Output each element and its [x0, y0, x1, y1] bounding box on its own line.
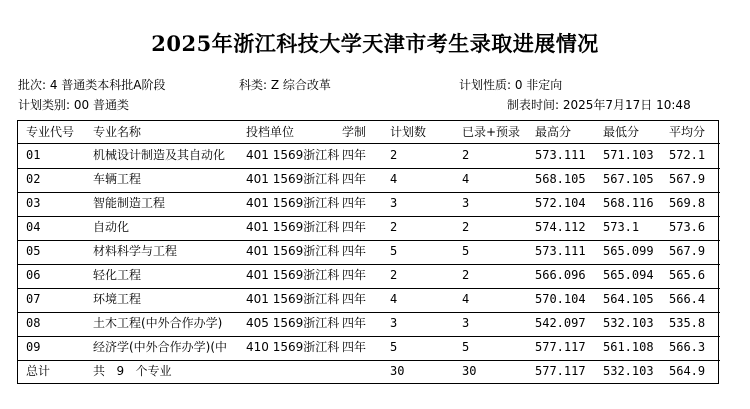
- table-cell-code: 03: [26, 196, 41, 210]
- table-cell-code: 06: [26, 268, 41, 282]
- table-cell-avg: 535.8: [669, 316, 706, 330]
- row-divider: [18, 264, 720, 265]
- table-cell-avg: 565.6: [669, 268, 706, 282]
- row-divider: [18, 336, 720, 337]
- table-cell-max: 573.111: [535, 148, 586, 162]
- plan-nature-info: 计划性质: 0 非定向: [459, 78, 563, 92]
- table-cell-min: 571.103: [603, 148, 654, 162]
- total-cell-avg: 564.9: [669, 364, 706, 378]
- table-cell-admitted: 5: [462, 244, 470, 258]
- column-header: 投档单位: [246, 125, 295, 139]
- column-header: 平均分: [669, 125, 706, 139]
- table-cell-years: 四年: [342, 244, 367, 258]
- table-cell-name: 自动化: [93, 220, 130, 234]
- table-cell-max: 573.111: [535, 244, 586, 258]
- total-cell-min: 532.103: [603, 364, 654, 378]
- row-divider: [18, 143, 720, 144]
- batch-info: 批次: 4 普通类本科批A阶段: [18, 78, 166, 92]
- column-header: 专业名称: [93, 125, 142, 139]
- total-cell-plan: 30: [390, 364, 405, 378]
- table-cell-years: 四年: [342, 196, 367, 210]
- table-cell-admitted: 4: [462, 172, 470, 186]
- made-time-info: 制表时间: 2025年7月17日 10:48: [507, 98, 691, 112]
- table-cell-plan: 3: [390, 316, 398, 330]
- table-cell-admitted: 3: [462, 316, 470, 330]
- table-cell-plan: 2: [390, 268, 398, 282]
- table-cell-unit: 401 1569浙江科: [246, 196, 340, 210]
- table-cell-min: 564.105: [603, 292, 654, 306]
- table-cell-code: 05: [26, 244, 41, 258]
- table-cell-name: 智能制造工程: [93, 196, 166, 210]
- table-cell-code: 07: [26, 292, 41, 306]
- table-cell-unit: 401 1569浙江科: [246, 244, 340, 258]
- total-row: [18, 364, 720, 388]
- table-cell-avg: 567.9: [669, 244, 706, 258]
- table-cell-admitted: 4: [462, 292, 470, 306]
- table-cell-max: 572.104: [535, 196, 586, 210]
- table-cell-plan: 2: [390, 148, 398, 162]
- column-header: 学制: [342, 125, 367, 139]
- column-header: 最高分: [535, 125, 572, 139]
- table-cell-unit: 401 1569浙江科: [246, 268, 340, 282]
- plan-category-info: 计划类别: 00 普通类: [18, 98, 129, 112]
- admission-table: [17, 120, 719, 384]
- table-cell-avg: 566.4: [669, 292, 706, 306]
- column-header: 已录+预录: [462, 125, 521, 139]
- table-cell-years: 四年: [342, 172, 367, 186]
- table-cell-max: 577.117: [535, 340, 586, 354]
- table-cell-code: 04: [26, 220, 41, 234]
- table-cell-min: 565.099: [603, 244, 654, 258]
- row-divider: [18, 288, 720, 289]
- table-cell-plan: 5: [390, 340, 398, 354]
- table-cell-years: 四年: [342, 316, 367, 330]
- table-cell-min: 532.103: [603, 316, 654, 330]
- table-cell-unit: 401 1569浙江科: [246, 220, 340, 234]
- column-header: 计划数: [390, 125, 427, 139]
- table-cell-min: 573.1: [603, 220, 640, 234]
- table-cell-avg: 566.3: [669, 340, 706, 354]
- total-cell-max: 577.117: [535, 364, 586, 378]
- table-cell-admitted: 3: [462, 196, 470, 210]
- table-cell-code: 08: [26, 316, 41, 330]
- table-cell-name: 轻化工程: [93, 268, 142, 282]
- column-header: 专业代号: [26, 125, 75, 139]
- total-cell-admitted: 30: [462, 364, 477, 378]
- table-cell-max: 574.112: [535, 220, 586, 234]
- table-cell-plan: 2: [390, 220, 398, 234]
- table-cell-name: 环境工程: [93, 292, 142, 306]
- page-title: 2025年浙江科技大学天津市考生录取进展情况: [151, 31, 599, 56]
- table-cell-admitted: 2: [462, 148, 470, 162]
- table-cell-admitted: 5: [462, 340, 470, 354]
- table-cell-plan: 3: [390, 196, 398, 210]
- table-cell-max: 542.097: [535, 316, 586, 330]
- table-cell-name: 土木工程(中外合作办学): [93, 316, 223, 330]
- table-cell-unit: 401 1569浙江科: [246, 292, 340, 306]
- table-cell-years: 四年: [342, 220, 367, 234]
- table-cell-unit: 401 1569浙江科: [246, 172, 340, 186]
- table-cell-unit: 405 1569浙江科: [246, 316, 340, 330]
- table-cell-unit: 401 1569浙江科: [246, 148, 340, 162]
- table-cell-years: 四年: [342, 292, 367, 306]
- table-cell-min: 568.116: [603, 196, 654, 210]
- table-cell-max: 570.104: [535, 292, 586, 306]
- table-cell-years: 四年: [342, 268, 367, 282]
- table-cell-name: 经济学(中外合作办学)(中: [93, 340, 228, 354]
- subject-info: 科类: Z 综合改革: [239, 78, 331, 92]
- column-header: 最低分: [603, 125, 640, 139]
- table-cell-plan: 4: [390, 292, 398, 306]
- table-cell-plan: 4: [390, 172, 398, 186]
- total-cell-label: 总计: [26, 364, 51, 378]
- table-cell-code: 09: [26, 340, 41, 354]
- table-cell-avg: 569.8: [669, 196, 706, 210]
- row-divider: [18, 168, 720, 169]
- table-cell-unit: 410 1569浙江科: [246, 340, 340, 354]
- table-cell-years: 四年: [342, 148, 367, 162]
- row-divider: [18, 216, 720, 217]
- table-cell-avg: 572.1: [669, 148, 706, 162]
- table-cell-code: 02: [26, 172, 41, 186]
- table-cell-avg: 573.6: [669, 220, 706, 234]
- table-cell-name: 材料科学与工程: [93, 244, 178, 258]
- row-divider: [18, 312, 720, 313]
- row-divider: [18, 360, 720, 361]
- table-cell-min: 561.108: [603, 340, 654, 354]
- table-cell-max: 568.105: [535, 172, 586, 186]
- table-cell-admitted: 2: [462, 268, 470, 282]
- total-cell-count-text: 共 9 个专业: [93, 364, 172, 378]
- table-cell-max: 566.096: [535, 268, 586, 282]
- table-cell-name: 车辆工程: [93, 172, 142, 186]
- table-cell-plan: 5: [390, 244, 398, 258]
- row-divider: [18, 192, 720, 193]
- row-divider: [18, 240, 720, 241]
- table-cell-avg: 567.9: [669, 172, 706, 186]
- table-cell-min: 567.105: [603, 172, 654, 186]
- table-cell-years: 四年: [342, 340, 367, 354]
- table-cell-min: 565.094: [603, 268, 654, 282]
- table-cell-name: 机械设计制造及其自动化: [93, 148, 226, 162]
- table-cell-admitted: 2: [462, 220, 470, 234]
- table-cell-code: 01: [26, 148, 41, 162]
